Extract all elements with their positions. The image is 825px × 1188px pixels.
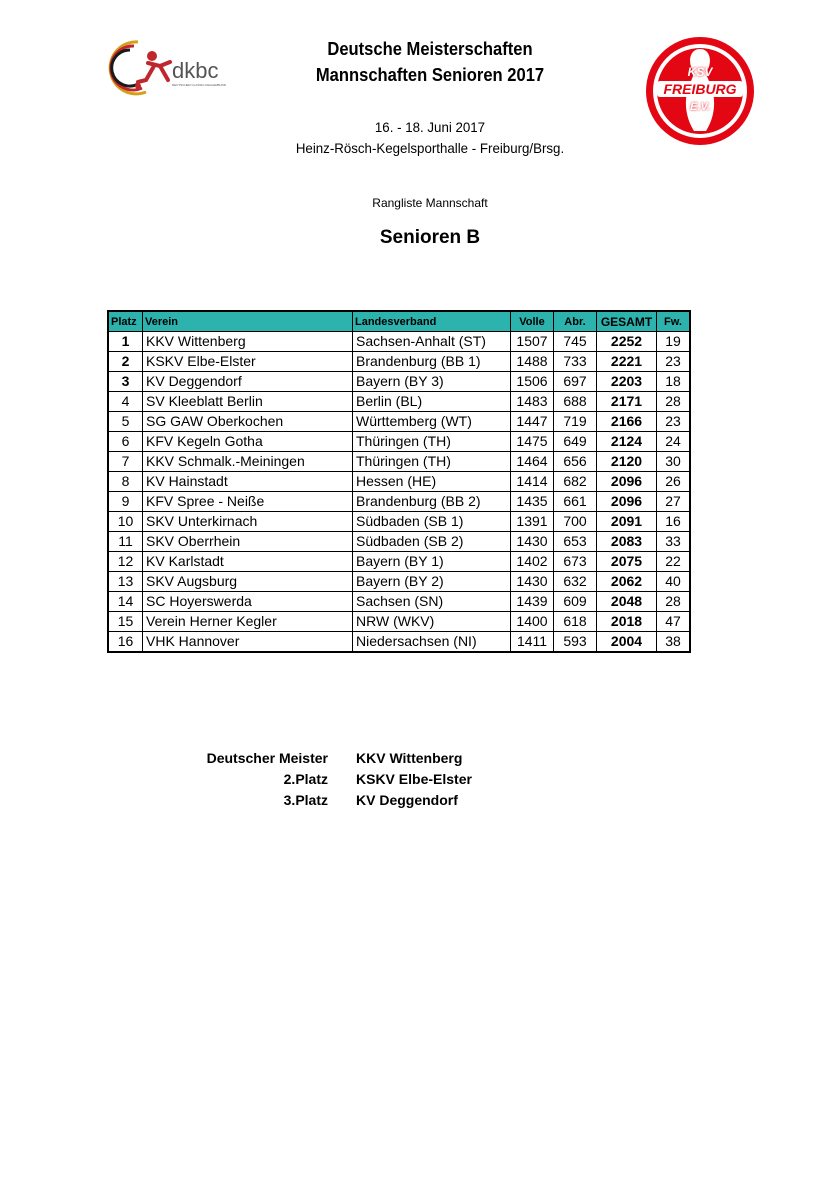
cell-fw: 16 xyxy=(657,512,691,532)
winner-row xyxy=(180,769,472,790)
cell-verein: Verein Herner Kegler xyxy=(143,612,353,632)
cell-fw: 18 xyxy=(657,372,691,392)
dkbc-logo xyxy=(108,36,228,98)
cell-volle: 1488 xyxy=(511,352,554,372)
cell-verein: KKV Wittenberg xyxy=(143,332,353,352)
cell-fw: 33 xyxy=(657,532,691,552)
cell-volle: 1439 xyxy=(511,592,554,612)
cell-fw: 47 xyxy=(657,612,691,632)
cell-landesverband: Hessen (HE) xyxy=(353,472,511,492)
winner-team: KV Deggendorf xyxy=(356,792,458,808)
cell-landesverband: Berlin (BL) xyxy=(353,392,511,412)
cell-gesamt: 2221 xyxy=(597,352,657,372)
table-row xyxy=(108,452,690,472)
cell-abr: 719 xyxy=(554,412,597,432)
cell-platz: 8 xyxy=(108,472,143,492)
winners-summary xyxy=(180,748,472,811)
winner-label: 3.Platz xyxy=(283,792,328,808)
table-row xyxy=(108,592,690,612)
cell-gesamt: 2120 xyxy=(597,452,657,472)
cell-landesverband: Thüringen (TH) xyxy=(353,432,511,452)
dkbc-logo-text: dkbc xyxy=(172,58,219,83)
table-row xyxy=(108,572,690,592)
list-label: Rangliste Mannschaft xyxy=(372,196,488,210)
cell-gesamt: 2083 xyxy=(597,532,657,552)
cell-platz: 15 xyxy=(108,612,143,632)
cell-gesamt: 2018 xyxy=(597,612,657,632)
cell-abr: 700 xyxy=(554,512,597,532)
table-row xyxy=(108,492,690,512)
cell-verein: SG GAW Oberkochen xyxy=(143,412,353,432)
cell-platz: 6 xyxy=(108,432,143,452)
cell-fw: 38 xyxy=(657,632,691,653)
column-header-platz: Platz xyxy=(108,311,143,332)
dkbc-logo-subtext: DEUTSCHER CLASSIC-KEGLERBUND xyxy=(172,83,227,87)
cell-verein: KSKV Elbe-Elster xyxy=(143,352,353,372)
cell-gesamt: 2062 xyxy=(597,572,657,592)
cell-abr: 733 xyxy=(554,352,597,372)
cell-volle: 1430 xyxy=(511,532,554,552)
cell-volle: 1435 xyxy=(511,492,554,512)
cell-platz: 9 xyxy=(108,492,143,512)
table-row xyxy=(108,392,690,412)
winner-row xyxy=(180,748,472,769)
cell-fw: 22 xyxy=(657,552,691,572)
cell-volle: 1411 xyxy=(511,632,554,653)
winner-label: Deutscher Meister xyxy=(206,750,328,766)
table-row xyxy=(108,512,690,532)
table-row xyxy=(108,432,690,452)
cell-volle: 1464 xyxy=(511,452,554,472)
cell-gesamt: 2203 xyxy=(597,372,657,392)
cell-abr: 649 xyxy=(554,432,597,452)
cell-verein: KFV Kegeln Gotha xyxy=(143,432,353,452)
cell-fw: 23 xyxy=(657,412,691,432)
cell-verein: SKV Augsburg xyxy=(143,572,353,592)
cell-platz: 13 xyxy=(108,572,143,592)
cell-fw: 26 xyxy=(657,472,691,492)
cell-verein: SKV Oberrhein xyxy=(143,532,353,552)
cell-abr: 661 xyxy=(554,492,597,512)
table-row xyxy=(108,612,690,632)
table-row xyxy=(108,372,690,392)
cell-volle: 1391 xyxy=(511,512,554,532)
column-header-abr: Abr. xyxy=(554,311,597,332)
ksv-logo-line3: E.V. xyxy=(690,101,710,113)
cell-landesverband: Niedersachsen (NI) xyxy=(353,632,511,653)
cell-volle: 1402 xyxy=(511,552,554,572)
cell-landesverband: Brandenburg (BB 2) xyxy=(353,492,511,512)
cell-verein: SKV Unterkirnach xyxy=(143,512,353,532)
cell-platz: 14 xyxy=(108,592,143,612)
cell-platz: 3 xyxy=(108,372,143,392)
column-header-volle: Volle xyxy=(511,311,554,332)
cell-abr: 673 xyxy=(554,552,597,572)
cell-platz: 11 xyxy=(108,532,143,552)
cell-landesverband: Württemberg (WT) xyxy=(353,412,511,432)
ksv-logo-line2: FREIBURG xyxy=(657,81,743,97)
page-title xyxy=(246,36,614,88)
table-row xyxy=(108,632,690,653)
table-row xyxy=(108,412,690,432)
winner-row xyxy=(180,790,472,811)
cell-verein: KFV Spree - Neiße xyxy=(143,492,353,512)
cell-landesverband: Thüringen (TH) xyxy=(353,452,511,472)
cell-verein: KV Hainstadt xyxy=(143,472,353,492)
event-dates: 16. - 18. Juni 2017 xyxy=(374,119,486,135)
cell-landesverband: Sachsen (SN) xyxy=(353,592,511,612)
cell-fw: 19 xyxy=(657,332,691,352)
cell-platz: 1 xyxy=(108,332,143,352)
cell-landesverband: Sachsen-Anhalt (ST) xyxy=(353,332,511,352)
cell-platz: 4 xyxy=(108,392,143,412)
cell-platz: 5 xyxy=(108,412,143,432)
cell-abr: 632 xyxy=(554,572,597,592)
winner-team: KKV Wittenberg xyxy=(356,750,463,766)
cell-gesamt: 2096 xyxy=(597,472,657,492)
cell-volle: 1414 xyxy=(511,472,554,492)
cell-abr: 745 xyxy=(554,332,597,352)
column-header-landesverband: Landesverband xyxy=(353,311,511,332)
cell-abr: 653 xyxy=(554,532,597,552)
table-header-row xyxy=(108,311,690,332)
cell-abr: 688 xyxy=(554,392,597,412)
cell-abr: 593 xyxy=(554,632,597,653)
cell-abr: 682 xyxy=(554,472,597,492)
cell-volle: 1506 xyxy=(511,372,554,392)
cell-volle: 1430 xyxy=(511,572,554,592)
cell-platz: 16 xyxy=(108,632,143,653)
cell-verein: SC Hoyerswerda xyxy=(143,592,353,612)
cell-abr: 618 xyxy=(554,612,597,632)
cell-landesverband: Bayern (BY 2) xyxy=(353,572,511,592)
column-header-gesamt: GESAMT xyxy=(597,311,657,332)
winner-label: 2.Platz xyxy=(283,771,328,787)
table-row xyxy=(108,552,690,572)
cell-abr: 656 xyxy=(554,452,597,472)
cell-volle: 1475 xyxy=(511,432,554,452)
ksv-logo-line1: KSV xyxy=(687,65,713,79)
title-line-1: Deutsche Meisterschaften xyxy=(327,39,533,59)
cell-gesamt: 2075 xyxy=(597,552,657,572)
cell-verein: KKV Schmalk.-Meiningen xyxy=(143,452,353,472)
cell-gesamt: 2124 xyxy=(597,432,657,452)
cell-landesverband: NRW (WKV) xyxy=(353,612,511,632)
cell-gesamt: 2004 xyxy=(597,632,657,653)
cell-platz: 12 xyxy=(108,552,143,572)
event-venue: Heinz-Rösch-Kegelsporthalle - Freiburg/Brsg. xyxy=(295,140,565,156)
results-table xyxy=(107,310,691,653)
cell-fw: 30 xyxy=(657,452,691,472)
cell-volle: 1447 xyxy=(511,412,554,432)
event-info xyxy=(240,117,620,159)
table-row xyxy=(108,352,690,372)
ksv-freiburg-logo xyxy=(644,35,756,147)
cell-gesamt: 2171 xyxy=(597,392,657,412)
table-row xyxy=(108,532,690,552)
cell-landesverband: Südbaden (SB 2) xyxy=(353,532,511,552)
cell-platz: 10 xyxy=(108,512,143,532)
cell-volle: 1400 xyxy=(511,612,554,632)
cell-verein: KV Karlstadt xyxy=(143,552,353,572)
cell-gesamt: 2091 xyxy=(597,512,657,532)
cell-landesverband: Brandenburg (BB 1) xyxy=(353,352,511,372)
cell-platz: 2 xyxy=(108,352,143,372)
cell-fw: 23 xyxy=(657,352,691,372)
cell-abr: 697 xyxy=(554,372,597,392)
cell-verein: KV Deggendorf xyxy=(143,372,353,392)
cell-gesamt: 2252 xyxy=(597,332,657,352)
cell-gesamt: 2166 xyxy=(597,412,657,432)
cell-fw: 28 xyxy=(657,392,691,412)
cell-landesverband: Südbaden (SB 1) xyxy=(353,512,511,532)
cell-fw: 40 xyxy=(657,572,691,592)
category-heading: Senioren B xyxy=(379,227,481,248)
title-line-2: Mannschaften Senioren 2017 xyxy=(315,65,545,85)
cell-platz: 7 xyxy=(108,452,143,472)
column-header-verein: Verein xyxy=(143,311,353,332)
winner-team: KSKV Elbe-Elster xyxy=(356,771,472,787)
cell-gesamt: 2048 xyxy=(597,592,657,612)
cell-landesverband: Bayern (BY 1) xyxy=(353,552,511,572)
cell-verein: SV Kleeblatt Berlin xyxy=(143,392,353,412)
table-row xyxy=(108,332,690,352)
cell-landesverband: Bayern (BY 3) xyxy=(353,372,511,392)
table-row xyxy=(108,472,690,492)
cell-verein: VHK Hannover xyxy=(143,632,353,653)
cell-volle: 1507 xyxy=(511,332,554,352)
column-header-fw: Fw. xyxy=(657,311,691,332)
cell-volle: 1483 xyxy=(511,392,554,412)
cell-abr: 609 xyxy=(554,592,597,612)
cell-fw: 27 xyxy=(657,492,691,512)
cell-fw: 28 xyxy=(657,592,691,612)
cell-fw: 24 xyxy=(657,432,691,452)
cell-gesamt: 2096 xyxy=(597,492,657,512)
